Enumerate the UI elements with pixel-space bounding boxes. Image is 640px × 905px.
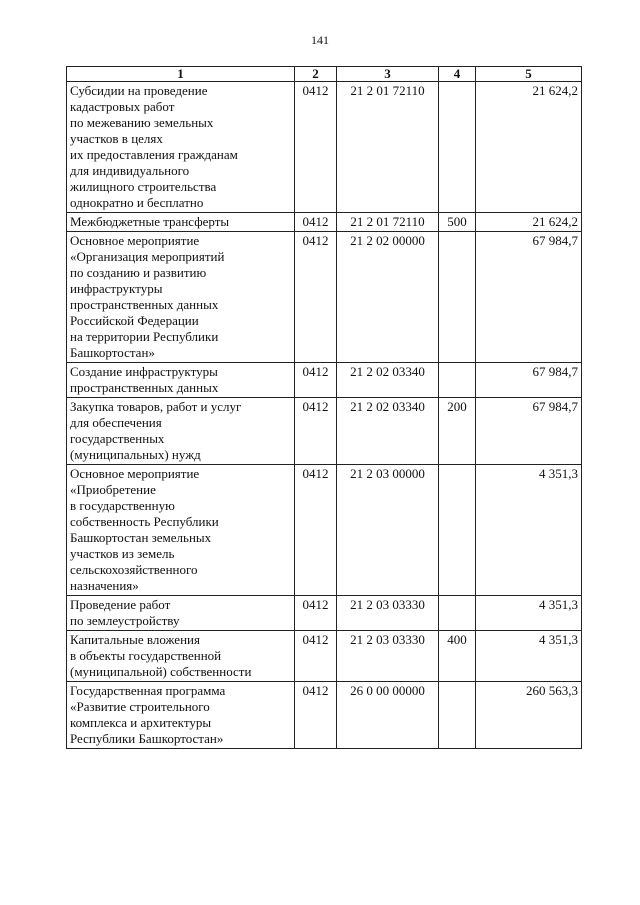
row-name: Капитальные вложения в объекты государственной (муниципальной) собственности [67,631,295,682]
row-code: 21 2 01 72110 [337,213,439,232]
row-section: 0412 [295,596,337,631]
row-section: 0412 [295,363,337,398]
table-row [67,82,582,213]
row-name: Основное мероприятие «Организация мероприятий по созданию и развитию инфраструктуры пространственных данных Российской Федерации на территории Республики Башкортостан» [67,232,295,363]
row-section: 0412 [295,213,337,232]
table-row [67,596,582,631]
row-type [439,232,476,363]
row-amount: 260 563,3 [476,682,582,749]
row-amount: 67 984,7 [476,363,582,398]
table-row [67,213,582,232]
row-type: 500 [439,213,476,232]
table-row [67,631,582,682]
table-row [67,398,582,465]
column-header-4: 4 [439,67,476,82]
row-amount: 4 351,3 [476,631,582,682]
row-name: Субсидии на проведение кадастровых работ по межеванию земельных участков в целях их предоставления гражданам для индивидуального жилищного строительства однократно и бесплатно [67,82,295,213]
row-type [439,363,476,398]
row-type [439,465,476,596]
row-name: Проведение работ по землеустройству [67,596,295,631]
row-amount: 21 624,2 [476,82,582,213]
row-section: 0412 [295,631,337,682]
row-code: 26 0 00 00000 [337,682,439,749]
row-amount: 21 624,2 [476,213,582,232]
row-section: 0412 [295,82,337,213]
row-amount: 4 351,3 [476,465,582,596]
column-header-3: 3 [337,67,439,82]
row-code: 21 2 03 03330 [337,631,439,682]
header-row [67,67,582,82]
row-code: 21 2 02 03340 [337,363,439,398]
table-row [67,363,582,398]
column-header-1: 1 [67,67,295,82]
row-code: 21 2 02 03340 [337,398,439,465]
table-row [67,682,582,749]
column-header-5: 5 [476,67,582,82]
row-code: 21 2 02 00000 [337,232,439,363]
row-type [439,596,476,631]
page-number: 141 [311,33,329,47]
row-name: Основное мероприятие «Приобретение в государственную собственность Республики Башкортостан земельных участков из земель сельскохозяйственного назначения» [67,465,295,596]
row-name: Межбюджетные трансферты [67,213,295,232]
row-section: 0412 [295,232,337,363]
row-type: 400 [439,631,476,682]
row-amount: 67 984,7 [476,232,582,363]
row-name: Государственная программа «Развитие строительного комплекса и архитектуры Республики Башкортостан» [67,682,295,749]
row-amount: 67 984,7 [476,398,582,465]
row-type [439,82,476,213]
row-type: 200 [439,398,476,465]
row-code: 21 2 03 00000 [337,465,439,596]
table-row [67,232,582,363]
row-section: 0412 [295,465,337,596]
row-name: Закупка товаров, работ и услуг для обеспечения государственных (муниципальных) нужд [67,398,295,465]
row-section: 0412 [295,398,337,465]
column-header-2: 2 [295,67,337,82]
row-name: Создание инфраструктуры пространственных данных [67,363,295,398]
row-code: 21 2 01 72110 [337,82,439,213]
row-section: 0412 [295,682,337,749]
row-amount: 4 351,3 [476,596,582,631]
row-type [439,682,476,749]
budget-table [66,66,582,749]
row-code: 21 2 03 03330 [337,596,439,631]
table-row [67,465,582,596]
